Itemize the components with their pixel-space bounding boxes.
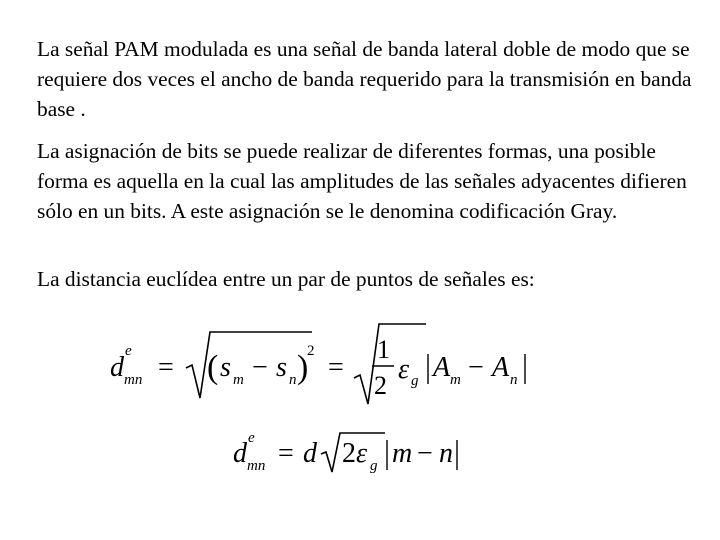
eq1-sub-m: m	[233, 372, 244, 388]
equation-gray-distance	[225, 428, 470, 480]
eq1-d: d	[110, 352, 124, 383]
eq1-equals-2: =	[328, 352, 344, 383]
paragraph-euclidean-distance: La distancia euclídea entre un par de puntos de señales es:	[37, 267, 535, 291]
eq2-minus: −	[417, 438, 433, 469]
eq1-sub-m-2: m	[450, 372, 461, 388]
eq2-sub-mn: mn	[247, 458, 266, 474]
eq1-A1: A	[433, 352, 451, 383]
eq2-equals: =	[278, 438, 294, 469]
eq2-sub-g: g	[370, 458, 378, 474]
eq1-sqrt-sign	[186, 332, 312, 398]
eq1-sqrt-sign-2	[354, 324, 426, 404]
eq2-two: 2	[342, 438, 356, 469]
eq2-n: n	[439, 438, 453, 469]
paragraph-pam-bandwidth: La señal PAM modulada es una señal de banda lateral doble de modo que se requiere dos veces el ancho de banda requerido para la transmisión en banda base .	[37, 37, 692, 121]
eq1-sub-g: g	[411, 373, 419, 389]
eq1-squared: 2	[307, 343, 315, 359]
eq1-sup-e: e	[125, 343, 132, 359]
eq1-sub-mn: mn	[124, 372, 143, 388]
paragraph-gray-coding: La asignación de bits se puede realizar de diferentes formas, una posible forma es aquella en la cual las amplitudes de las señales adyacentes difieren sólo en un bits. A este asignación se le denomina codificación Gray.	[37, 139, 687, 223]
equation-euclidean-distance	[100, 318, 540, 408]
eq1-minus: −	[252, 352, 268, 383]
eq2-d2: d	[303, 438, 317, 469]
eq1-sub-n: n	[289, 372, 297, 388]
eq1-minus-2: −	[468, 352, 484, 383]
eq1-s2: s	[276, 352, 287, 383]
eq1-epsilon: ε	[398, 354, 410, 385]
eq1-fraction-num: 1	[377, 335, 390, 364]
eq1-rparen: )	[297, 349, 309, 386]
eq2-sup-e: e	[248, 430, 255, 446]
eq1-fraction-den: 2	[374, 371, 387, 400]
eq2-epsilon: ε	[356, 438, 368, 469]
eq1-sub-n-2: n	[510, 372, 518, 388]
eq2-d: d	[233, 438, 247, 469]
eq1-s1: s	[220, 352, 231, 383]
eq1-A2: A	[492, 352, 510, 383]
eq2-m: m	[392, 438, 413, 469]
eq1-equals: =	[158, 352, 174, 383]
eq1-lparen: (	[207, 349, 219, 386]
